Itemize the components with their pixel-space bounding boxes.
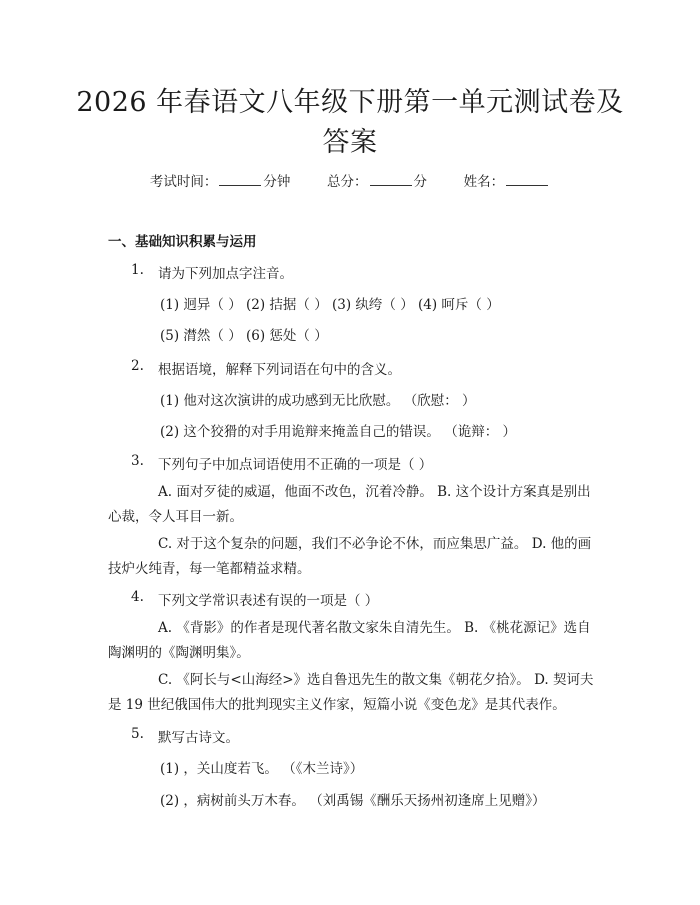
q5-text: 默写古诗文。: [158, 730, 239, 746]
name-blank: [506, 173, 548, 186]
q2-number: 2.: [131, 358, 144, 374]
q4-options-ab: A. 《背影》的作者是现代著名散文家朱自清先生。 B. 《桃花源记》选自陶渊明的《陶渊明集》。: [108, 620, 591, 661]
time-label: 考试时间：: [149, 174, 218, 190]
q5-item2: (2) ，病树前头万木春。 （刘禹锡《酬乐天扬州初逢席上见赠》）: [160, 793, 546, 809]
q4-text: 下列文学常识表述有误的一项是（ ）: [158, 593, 379, 609]
page-title-line1: 2026 年春语文八年级下册第一单元测试卷及: [76, 87, 624, 118]
section-heading: 一、基础知识积累与运用: [108, 234, 257, 250]
name-label: 姓名：: [463, 174, 505, 190]
q1-number: 1.: [131, 262, 144, 278]
score-label: 总分：: [327, 174, 368, 190]
score-unit: 分: [413, 174, 427, 190]
q3-options-ab: A. 面对歹徒的威逼，他面不改色，沉着冷静。 B. 这个设计方案真是别出心裁，令人耳目一新。: [108, 484, 591, 525]
q3-options-cd: C. 对于这个复杂的问题，我们不必争论不休，而应集思广益。 D. 他的画技炉火纯青，每一笔都精益求精。: [108, 536, 592, 577]
q1-row1: (1) 迥异（ ） (2) 拮据（ ） (3) 纨绔（ ） (4) 呵斥（ ）: [160, 297, 500, 313]
q5-item1: (1) ，关山度若飞。 （《木兰诗》）: [160, 761, 364, 777]
q2-item1: (1) 他对这次演讲的成功感到无比欣慰。 （欣慰： ）: [160, 393, 476, 409]
time-unit: 分钟: [263, 174, 291, 190]
q5-number: 5.: [131, 726, 144, 742]
q2-text: 根据语境，解释下列词语在句中的含义。: [158, 362, 401, 378]
q2-item2: (2) 这个狡猾的对手用诡辩来掩盖自己的错误。 （诡辩： ）: [160, 424, 516, 440]
q4-number: 4.: [131, 589, 144, 605]
q1-row2: (5) 潸然（ ） (6) 惩处（ ）: [160, 328, 328, 344]
q4-options-cd: C. 《阿长与<山海经>》选自鲁迅先生的散文集《朝花夕拾》。 D. 契诃夫是 19 世纪俄国伟大的批判现实主义作家，短篇小说《变色龙》是其代表作。: [108, 672, 594, 713]
time-blank: [219, 173, 261, 186]
q3-number: 3.: [131, 453, 144, 469]
score-blank: [370, 173, 412, 186]
page-title-line2: 答案: [322, 127, 378, 158]
q3-text: 下列句子中加点词语使用不正确的一项是（ ）: [158, 457, 433, 473]
exam-meta: [0, 170, 700, 190]
q1-text: 请为下列加点字注音。: [158, 266, 293, 282]
